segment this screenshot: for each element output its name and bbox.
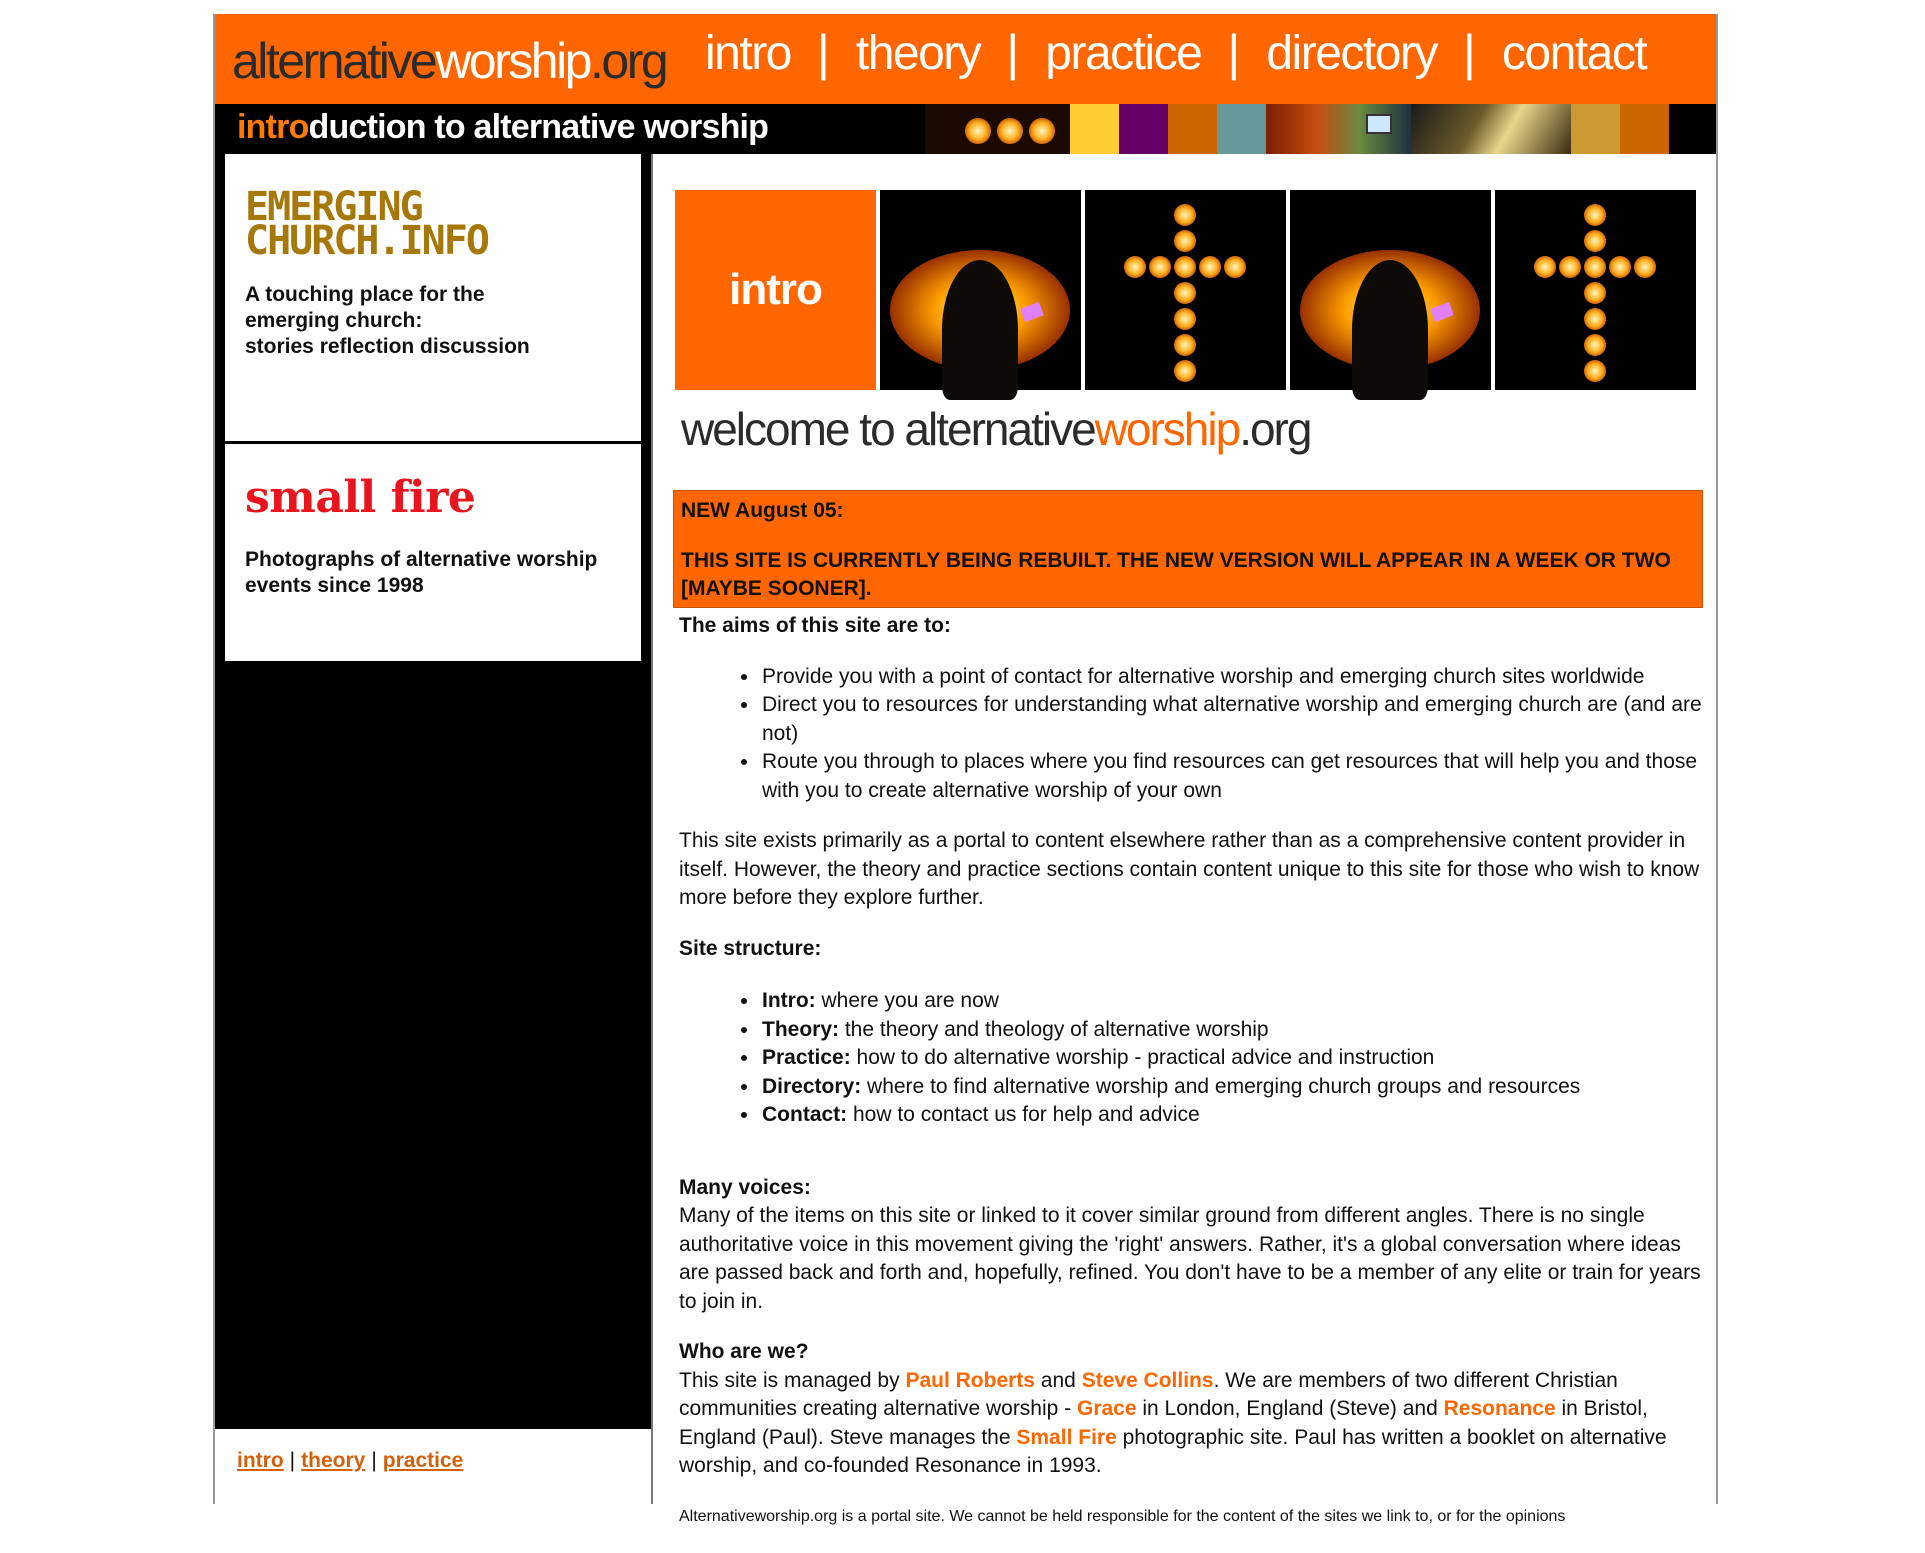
- page-frame: [213, 14, 1718, 1525]
- intro-tile: [675, 190, 876, 390]
- structure-heading: Site structure:: [679, 936, 822, 960]
- welcome-highlight: worship: [1094, 403, 1240, 455]
- logo-text-highlight: worship: [435, 33, 590, 89]
- site-header: [215, 14, 1716, 104]
- worship-altar-photo: [880, 190, 1081, 390]
- nav-contact[interactable]: contact: [1501, 26, 1647, 80]
- banner-swatch-teal: [1217, 104, 1266, 154]
- voices-paragraph: Many of the items on this site or linked to it cover similar ground from different angles. There is no single authoritative voice in this movement giving the 'right' answers. Rather, it's a global conversation where ideas are passed back and forth and, hopefully, refined. You don't have to be a member of any elite or train for years to join in.: [679, 1204, 1701, 1313]
- emerging-church-logo[interactable]: [245, 184, 621, 264]
- nav-separator: |: [816, 25, 830, 81]
- aims-heading: The aims of this site are to:: [679, 614, 951, 637]
- banner-light-image: [1411, 104, 1571, 154]
- rebuild-notice: [673, 490, 1703, 608]
- emerging-church-desc-line1: A touching place for the: [245, 283, 485, 306]
- header-photo-tiles: [675, 190, 1696, 390]
- banner-swatch-yellow: [1070, 104, 1119, 154]
- link-small-fire[interactable]: Small Fire: [1016, 1425, 1117, 1449]
- notice-heading: NEW August 05:: [681, 499, 844, 522]
- column-divider: [651, 154, 653, 1504]
- nav-separator: |: [371, 1449, 377, 1472]
- top-navigation: [705, 24, 1646, 82]
- structure-desc: how to contact us for help and advice: [847, 1103, 1200, 1126]
- notice-body: THIS SITE IS CURRENTLY BEING REBUILT. THE NEW VERSION WILL APPEAR IN A WEEK OR TWO [MAYBE SOONER].: [681, 549, 1671, 600]
- structure-list: [760, 987, 1703, 1130]
- link-steve-collins[interactable]: Steve Collins: [1081, 1368, 1214, 1392]
- list-item: [760, 1101, 1703, 1130]
- nav-separator: |: [1462, 25, 1476, 81]
- banner-swatch-purple: [1119, 104, 1168, 154]
- bottom-nav-theory[interactable]: theory: [301, 1449, 366, 1472]
- list-item: [760, 1044, 1703, 1073]
- nav-theory[interactable]: theory: [855, 26, 981, 80]
- structure-desc: the theory and theology of alternative worship: [839, 1017, 1269, 1041]
- link-paul-roberts[interactable]: Paul Roberts: [905, 1368, 1035, 1392]
- banner-projection-image: [1266, 104, 1411, 154]
- voices-heading: Many voices:: [679, 1175, 811, 1199]
- welcome-heading: [681, 402, 1310, 456]
- nav-intro[interactable]: intro: [705, 26, 791, 80]
- list-item: • Route you through to places where you find resources can get resources that will help you and those with you to create alternative worship of your own: [760, 748, 1703, 805]
- nav-practice[interactable]: practice: [1045, 26, 1202, 80]
- who-paragraph: This site is managed by Paul Roberts and Steve Collins. We are members of two different Christian communities creating alternative worship - Grace in London, England (Steve) and Resonance in Bristol, England (Paul). Steve manages the Small Fire photographic site. Paul has written a booklet on alternative worship, and co-founded Resonance in 1993.: [679, 1368, 1667, 1477]
- structure-term: Practice:: [762, 1046, 851, 1069]
- nav-directory[interactable]: directory: [1266, 26, 1437, 80]
- disclaimer: Alternativeworship.org is a portal site. We cannot be held responsible for the content of the sites we link to, or for the opinions: [679, 1507, 1566, 1525]
- small-fire-promo[interactable]: [225, 444, 641, 661]
- bottom-nav-intro[interactable]: intro: [237, 1449, 284, 1472]
- logo-text-suffix: .org: [590, 33, 667, 89]
- section-title-highlight: intro: [237, 108, 309, 146]
- who-heading: Who are we?: [679, 1340, 809, 1363]
- small-fire-description: Photographs of alternative worship events since 1998: [245, 548, 598, 597]
- aims-list: [760, 663, 1703, 806]
- worship-altar-photo: [1290, 190, 1491, 390]
- nav-separator: |: [289, 1449, 296, 1472]
- structure-term: Intro:: [762, 989, 816, 1012]
- section-title-rest: duction to alternative worship: [308, 108, 769, 146]
- emerging-church-promo[interactable]: [225, 154, 641, 441]
- structure-term: Theory:: [762, 1017, 840, 1041]
- link-grace[interactable]: Grace: [1077, 1397, 1137, 1420]
- candle-cross-photo: [1495, 190, 1696, 390]
- sidebar-bottom-nav: [215, 1429, 651, 1509]
- logo-text-prefix: alternative: [232, 33, 436, 89]
- nav-separator: |: [1006, 25, 1020, 81]
- list-item: [760, 987, 1703, 1016]
- emerging-church-description: [245, 282, 621, 360]
- structure-desc: where you are now: [815, 989, 999, 1012]
- banner-swatch-orange: [1168, 104, 1217, 154]
- structure-desc: how to do alternative worship - practical advice and instruction: [850, 1046, 1435, 1069]
- site-logo[interactable]: [232, 32, 666, 90]
- section-banner: [215, 104, 1716, 154]
- structure-term: Directory:: [762, 1074, 862, 1098]
- list-item: [760, 1016, 1703, 1045]
- link-resonance[interactable]: Resonance: [1443, 1397, 1556, 1420]
- emerging-church-logo-line1: EMERGING: [245, 184, 422, 230]
- banner-image-strip: [925, 104, 1716, 154]
- list-item: [760, 1073, 1703, 1102]
- candle-cross-photo: [1085, 190, 1286, 390]
- welcome-suffix: .org: [1239, 403, 1311, 455]
- list-item: • Provide you with a point of contact for alternative worship and emerging church sites worldwide: [760, 663, 1703, 692]
- small-fire-logo[interactable]: small fire: [245, 472, 476, 523]
- banner-swatch-rust: [1620, 104, 1669, 154]
- banner-swatch-gold: [1571, 104, 1620, 154]
- emerging-church-logo-line2: CHURCH.INFO: [245, 218, 488, 264]
- emerging-church-desc-line3: stories reflection discussion: [245, 335, 530, 358]
- emerging-church-desc-line2: emerging church:: [245, 309, 423, 332]
- portal-paragraph: This site exists primarily as a portal to content elsewhere rather than as a comprehensive content provider in itself. However, the theory and practice sections contain content unique to this site for those who wish to know more before they explore further.: [679, 829, 1700, 909]
- structure-desc: where to find alternative worship and emerging church groups and resources: [861, 1074, 1581, 1098]
- bottom-nav-practice[interactable]: practice: [382, 1449, 464, 1472]
- welcome-prefix: welcome to alternative: [681, 403, 1095, 455]
- article-body: [679, 612, 1703, 1553]
- intro-tile-label: intro: [729, 265, 822, 314]
- structure-term: Contact:: [762, 1103, 848, 1126]
- left-sidebar: [215, 154, 651, 1504]
- section-title: [237, 108, 768, 147]
- list-item: • Direct you to resources for understanding what alternative worship and emerging church are (and are not): [760, 691, 1703, 748]
- banner-candles-image: [925, 104, 1070, 154]
- main-content: [673, 154, 1703, 1525]
- nav-separator: |: [1227, 25, 1241, 81]
